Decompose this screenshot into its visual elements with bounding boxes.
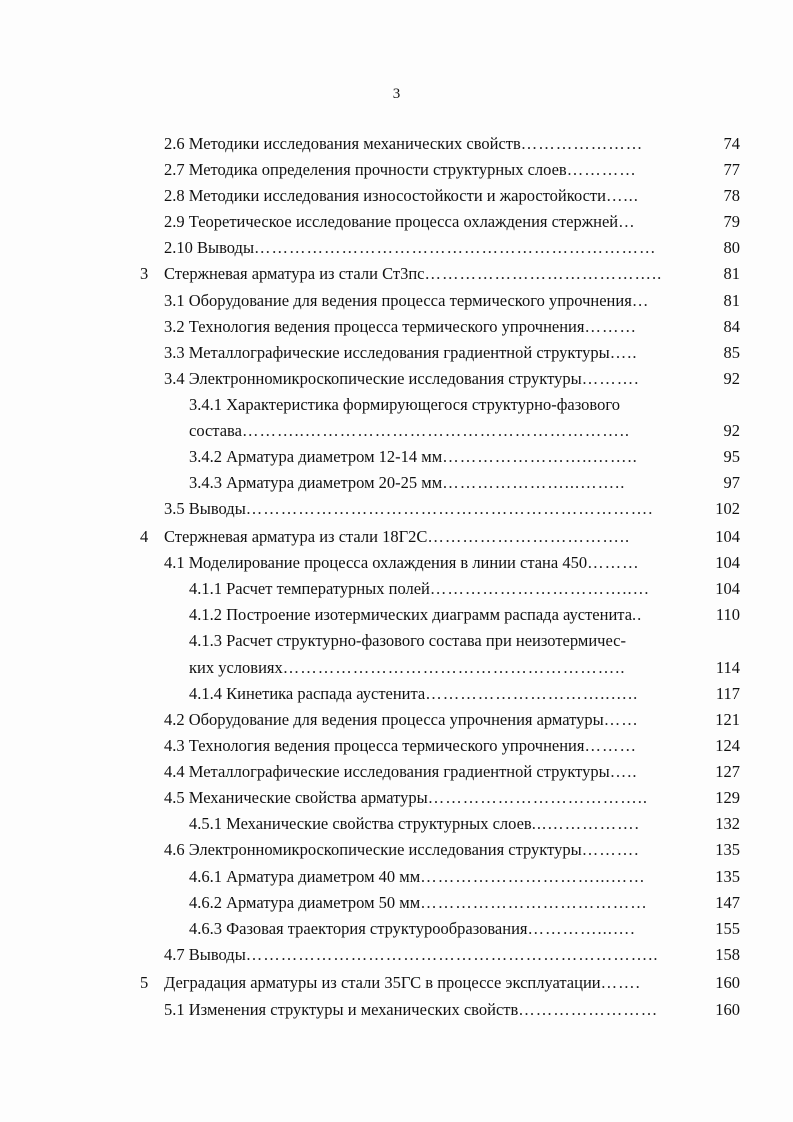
toc-row (0, 759, 793, 785)
dot-leader: ………… (566, 160, 637, 179)
dot-leader: …… (603, 710, 639, 729)
dot-leader: ……… (584, 736, 637, 755)
toc-page-number: 102 (715, 499, 740, 518)
toc-entry-link[interactable] (164, 785, 700, 811)
toc-page-number: 121 (715, 710, 740, 729)
toc-entry-link[interactable] (164, 235, 700, 261)
toc-row (0, 444, 793, 470)
toc-row (0, 550, 793, 576)
dot-leader: …………………………………………………………… (254, 238, 657, 257)
toc-page-number: 135 (715, 840, 740, 859)
toc-entry-link[interactable] (164, 314, 700, 340)
toc-row (0, 392, 793, 418)
toc-page-number: 85 (723, 343, 740, 362)
toc-page-number: 104 (715, 527, 740, 546)
dot-leader: ………. (581, 840, 640, 859)
toc-page-number: 158 (715, 945, 740, 964)
toc-row (0, 209, 793, 235)
toc-row (0, 340, 793, 366)
toc-page-number: 110 (715, 605, 740, 624)
toc-entry-link[interactable] (164, 997, 700, 1023)
toc-page-number: 97 (723, 473, 740, 492)
toc-page-number: 124 (715, 736, 740, 755)
toc-entry-link[interactable] (189, 916, 700, 942)
toc-entry-link[interactable] (189, 890, 700, 916)
dot-leader: …………………… (518, 1000, 659, 1019)
toc-entry-link[interactable] (189, 392, 700, 418)
toc-row (0, 235, 793, 261)
toc-entry-title: 4.1 Моделирование процесса охлаждения в линии стана 450 (164, 553, 588, 572)
toc-row (0, 970, 793, 996)
toc-entry-link[interactable] (164, 366, 700, 392)
toc-entry-link[interactable] (189, 864, 700, 890)
toc-page-number: 74 (723, 134, 740, 153)
dot-leader: ...……………. (531, 814, 640, 833)
dot-leader: …... (605, 186, 639, 205)
dot-leader: … (618, 212, 636, 231)
toc-entry-link[interactable] (189, 576, 700, 602)
dot-leader: …………………...…….. (442, 473, 626, 492)
dot-leader: ………………………………… (420, 893, 648, 912)
toc-row (0, 864, 793, 890)
toc-page-number: 117 (715, 684, 740, 703)
toc-entry-title: 4.1.4 Кинетика распада аустенита (189, 684, 426, 703)
toc-entry-link[interactable] (189, 444, 700, 470)
toc-entry-link[interactable] (164, 759, 700, 785)
dot-leader: ………..……………………………………………….. (241, 421, 630, 440)
toc-entry-title: 4.1.2 Построение изотермических диаграмм распада аустенита (189, 605, 633, 624)
toc-entry-link[interactable] (164, 209, 700, 235)
toc-entry-title: 2.6 Методики исследования механических свойств (164, 134, 521, 153)
dot-leader: ………. (581, 369, 640, 388)
dot-leader: ……… (587, 553, 640, 572)
toc-entry-title: 3.5 Выводы (164, 499, 246, 518)
toc-entry-link[interactable] (164, 261, 700, 287)
toc-entry-link[interactable] (189, 628, 700, 654)
toc-entry-link[interactable] (164, 550, 700, 576)
toc-page-number: 92 (723, 421, 740, 440)
toc-row (0, 681, 793, 707)
toc-row (0, 524, 793, 550)
toc-page-number: 78 (723, 186, 740, 205)
toc-entry-title: 4.1.1 Расчет температурных полей (189, 579, 430, 598)
toc-row (0, 183, 793, 209)
toc-entry-title: 4.6.1 Арматура диаметром 40 мм (189, 867, 421, 886)
toc-row (0, 655, 793, 681)
toc-entry-link[interactable] (189, 811, 700, 837)
toc-entry-link[interactable] (164, 837, 700, 863)
toc-page-number: 104 (715, 579, 740, 598)
toc-entry-link[interactable] (164, 733, 700, 759)
toc-row (0, 288, 793, 314)
toc-entry-title: 3.3 Металлографические исследования градиентной структуры (164, 343, 610, 362)
toc-entry-title: 4.1.3 Расчет структурно-фазового состава при неизотермичес- (189, 631, 627, 650)
toc-row (0, 418, 793, 444)
toc-entry-link[interactable] (164, 496, 700, 522)
toc-entry-link[interactable] (164, 340, 700, 366)
toc-entry-title: 2.9 Теоретическое исследование процесса охлаждения стержней (164, 212, 619, 231)
toc-row (0, 942, 793, 968)
toc-entry-link[interactable] (164, 524, 700, 550)
toc-row (0, 131, 793, 157)
toc-entry-title: 4.2 Оборудование для ведения процесса упрочнения арматуры (164, 710, 604, 729)
toc-page-number: 77 (723, 160, 740, 179)
toc-entry-title: Деградация арматуры из стали 35ГС в процессе эксплуатации (164, 973, 601, 992)
toc-row (0, 261, 793, 287)
toc-entry-title: 3.4.3 Арматура диаметром 20-25 мм (189, 473, 443, 492)
toc-entry-link[interactable] (164, 707, 700, 733)
toc-entry-title: 3.4.1 Характеристика формирующегося структурно-фазового (189, 395, 620, 414)
toc-page-number: 104 (715, 553, 740, 572)
toc-row (0, 576, 793, 602)
toc-entry-title: 3.2 Технология ведения процесса термического упрочнения (164, 317, 585, 336)
toc-entry-title: ких условиях (189, 658, 283, 677)
toc-row (0, 496, 793, 522)
toc-row (0, 628, 793, 654)
toc-entry-title: 4.5 Механические свойства арматуры (164, 788, 428, 807)
toc-page-number: 160 (715, 973, 740, 992)
toc-page-number: 135 (715, 867, 740, 886)
toc-page-number: 155 (715, 919, 740, 938)
toc-row (0, 157, 793, 183)
toc-entry-link[interactable] (189, 470, 700, 496)
toc-page-number: 80 (723, 238, 740, 257)
toc-entry-title: 4.6.2 Арматура диаметром 50 мм (189, 893, 421, 912)
toc-row (0, 366, 793, 392)
toc-entry-link[interactable] (164, 157, 700, 183)
dot-leader: ………………………………………………….. (282, 658, 626, 677)
toc-entry-title: 4.6 Электронномикроскопические исследования структуры (164, 840, 582, 859)
dot-leader: ….. (609, 343, 638, 362)
toc-entry-title: 2.7 Методика определения прочности структурных слоев (164, 160, 567, 179)
toc-entry-title: 2.10 Выводы (164, 238, 255, 257)
toc-entry-title: состава (189, 421, 242, 440)
dot-leader: .. (632, 605, 643, 624)
toc-page-number: 79 (723, 212, 740, 231)
toc-page-number: 129 (715, 788, 740, 807)
dot-leader: ………………… (520, 134, 644, 153)
toc-row (0, 733, 793, 759)
toc-entry-link[interactable] (189, 602, 700, 628)
toc-row (0, 785, 793, 811)
toc-entry-title: 2.8 Методики исследования износостойкости и жаростойкости (164, 186, 606, 205)
dot-leader: ……………………………….. (427, 788, 648, 807)
dot-leader: ………………………………….. (424, 264, 663, 283)
toc-page-number: 147 (715, 893, 740, 912)
toc-entry-title: 4.7 Выводы (164, 945, 246, 964)
dot-leader: ……………………………………………………………. (245, 499, 654, 518)
dot-leader: … (631, 291, 650, 310)
dot-leader: ……………………..…….. (442, 447, 638, 466)
toc-row (0, 916, 793, 942)
toc-page-number: 160 (715, 1000, 740, 1019)
toc-row (0, 602, 793, 628)
toc-entry-title: Стержневая арматура из стали 18Г2С (164, 527, 428, 546)
dot-leader: ……. (600, 973, 641, 992)
toc-page-number: 132 (715, 814, 740, 833)
toc-row (0, 837, 793, 863)
toc-entry-title: 4.5.1 Механические свойства структурных слоев (189, 814, 532, 833)
dot-leader: …………...…. (527, 919, 636, 938)
toc-entry-title: 5.1 Изменения структуры и механических свойств (164, 1000, 519, 1019)
dot-leader: ….. (609, 762, 638, 781)
toc-entry-link[interactable] (189, 655, 700, 681)
toc-entry-link[interactable] (164, 131, 700, 157)
dot-leader: …………………………………………………………….. (245, 945, 659, 964)
toc-row (0, 314, 793, 340)
toc-entry-link[interactable] (164, 288, 700, 314)
chapter-number: 4 (140, 527, 149, 546)
toc-entry-title: 4.6.3 Фазовая траектория структурообразования (189, 919, 528, 938)
toc-row (0, 707, 793, 733)
toc-entry-title: 3.1 Оборудование для ведения процесса термического упрочнения (164, 291, 632, 310)
toc-entry-link[interactable] (189, 681, 700, 707)
toc-page-number: 81 (723, 264, 740, 283)
toc-entry-link[interactable] (164, 970, 700, 996)
toc-page-number: 84 (723, 317, 740, 336)
toc-page-number: 81 (723, 291, 740, 310)
dot-leader: …………………………..….. (425, 684, 639, 703)
toc-row (0, 997, 793, 1023)
toc-entry-title: 4.3 Технология ведения процесса термического упрочнения (164, 736, 585, 755)
toc-page-number: 95 (723, 447, 740, 466)
chapter-number: 5 (140, 973, 149, 992)
toc-page-number: 114 (715, 658, 740, 677)
toc-entry-title: 3.4 Электронномикроскопические исследования структуры (164, 369, 582, 388)
toc-row (0, 890, 793, 916)
toc-page-number: 92 (723, 369, 740, 388)
dot-leader: ……… (584, 317, 637, 336)
toc-row (0, 470, 793, 496)
toc-entry-title: 4.4 Металлографические исследования градиентной структуры (164, 762, 610, 781)
toc-entry-title: Стержневая арматура из стали Ст3пс (164, 264, 425, 283)
toc-row (0, 811, 793, 837)
chapter-number: 3 (140, 264, 149, 283)
toc-entry-link[interactable] (164, 942, 700, 968)
toc-entry-title: 3.4.2 Арматура диаметром 12-14 мм (189, 447, 443, 466)
toc-entry-link[interactable] (164, 183, 700, 209)
dot-leader: …………………………….. (427, 527, 631, 546)
toc-entry-link[interactable] (189, 418, 700, 444)
toc-page-number: 127 (715, 762, 740, 781)
page-number: 3 (392, 86, 401, 102)
dot-leader: ……………………………..… (429, 579, 651, 598)
dot-leader: …………………………...…… (420, 867, 646, 886)
